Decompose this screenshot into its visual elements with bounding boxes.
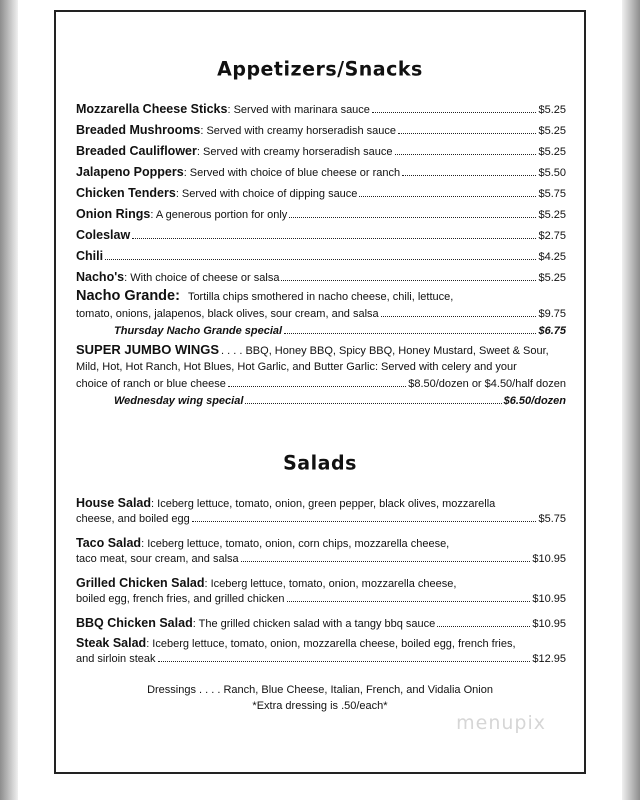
menu-item-steak-salad xyxy=(76,636,566,667)
appetizers-heading: Appetizers/Snacks xyxy=(217,57,423,81)
item-price: $8.50/dozen or $4.50/half dozen xyxy=(408,378,566,390)
item-price: $10.95 xyxy=(532,618,566,630)
menu-item-coleslaw xyxy=(76,228,566,242)
menu-item-super-jumbo-wings xyxy=(76,342,566,409)
leader-dots xyxy=(359,196,536,197)
item-desc: : Iceberg lettuce, tomato, onion, mozzarella cheese, xyxy=(204,578,457,590)
page-edge-left xyxy=(0,0,18,800)
item-desc-cont: cheese, and boiled egg xyxy=(76,513,190,525)
item-name: House Salad xyxy=(76,496,152,510)
item-desc: : A generous portion for only xyxy=(150,209,288,221)
menu-item-jalapeno-poppers xyxy=(76,165,566,179)
item-desc: : Iceberg lettuce, tomato, onion, corn chips, mozzarella cheese, xyxy=(141,538,450,550)
item-desc: : The grilled chicken salad with a tangy bbq sauce xyxy=(192,618,436,630)
item-desc: : Served with choice of blue cheese or ranch xyxy=(183,167,401,179)
special-label: Thursday Nacho Grande special xyxy=(114,325,283,337)
leader-dots xyxy=(287,601,531,602)
menu-item-chili xyxy=(76,249,566,263)
item-price: $10.95 xyxy=(532,553,566,565)
item-name: Chili xyxy=(76,249,104,263)
item-name: Onion Rings xyxy=(76,207,151,221)
menu-item-house-salad xyxy=(76,496,566,527)
item-name: Mozzarella Cheese Sticks xyxy=(76,102,228,116)
menu-item-nachos xyxy=(76,270,566,284)
menu-item-taco-salad xyxy=(76,536,566,567)
item-desc: : Served with choice of dipping sauce xyxy=(175,188,358,200)
item-name: BBQ Chicken Salad xyxy=(76,616,193,630)
item-desc: . . . . BBQ, Honey BBQ, Spicy BBQ, Honey Mustard, Sweet & Sour, xyxy=(221,345,549,357)
item-desc: : With choice of cheese or salsa xyxy=(124,272,280,284)
item-price: $5.25 xyxy=(538,272,566,284)
item-name: Steak Salad xyxy=(76,636,147,650)
item-price: $5.25 xyxy=(538,209,566,221)
leader-dots xyxy=(402,175,536,176)
item-name: Breaded Mushrooms xyxy=(76,123,201,137)
menu-item-grilled-chicken-salad xyxy=(76,576,566,607)
item-price: $9.75 xyxy=(538,308,566,320)
leader-dots xyxy=(241,561,531,562)
item-desc-cont: boiled egg, french fries, and grilled chicken xyxy=(76,593,285,605)
item-desc-cont: Mild, Hot, Hot Ranch, Hot Blues, Hot Garlic, and Butter Garlic: Served with celery and your xyxy=(76,361,517,373)
leader-dots xyxy=(281,280,536,281)
menu-item-nacho-grande xyxy=(76,288,566,339)
item-name: Chicken Tenders xyxy=(76,186,176,200)
item-desc-cont: choice of ranch or blue cheese xyxy=(76,378,226,390)
leader-dots xyxy=(289,217,536,218)
item-price: $12.95 xyxy=(532,653,566,665)
menu-item-chicken-tenders xyxy=(76,186,566,200)
leader-dots xyxy=(398,133,536,134)
item-desc-cont: tomato, onions, jalapenos, black olives, sour cream, and salsa xyxy=(76,308,379,320)
special-price: $6.75 xyxy=(538,325,566,337)
item-desc: Tortilla chips smothered in nacho cheese, chili, lettuce, xyxy=(187,291,454,303)
menu-item-onion-rings xyxy=(76,207,566,221)
item-name: Breaded Cauliflower xyxy=(76,144,197,158)
page-edge-right xyxy=(622,0,640,800)
item-desc: : Iceberg lettuce, tomato, onion, mozzarella cheese, boiled egg, french fries, xyxy=(146,638,516,650)
item-name: SUPER JUMBO WINGS xyxy=(76,342,220,357)
item-price: $10.95 xyxy=(532,593,566,605)
special-label: Wednesday wing special xyxy=(114,395,244,407)
item-price: $5.25 xyxy=(538,146,566,158)
item-desc: : Served with creamy horseradish sauce xyxy=(196,146,393,158)
item-name: Jalapeno Poppers xyxy=(76,165,184,179)
item-price: $5.75 xyxy=(538,513,566,525)
leader-dots xyxy=(228,386,406,387)
item-desc-cont: taco meat, sour cream, and salsa xyxy=(76,553,239,565)
item-price: $4.25 xyxy=(538,251,566,263)
item-name: Taco Salad xyxy=(76,536,142,550)
special-price: $6.50/dozen xyxy=(503,395,566,407)
item-desc-cont: and sirloin steak xyxy=(76,653,156,665)
menu-item-breaded-cauliflower xyxy=(76,144,566,158)
item-name: Nacho's xyxy=(76,270,125,284)
item-price: $2.75 xyxy=(538,230,566,242)
item-price: $5.25 xyxy=(538,104,566,116)
item-desc: : Served with creamy horseradish sauce xyxy=(200,125,396,137)
extra-dressing-note: *Extra dressing is .50/each* xyxy=(252,700,388,712)
item-desc: : Served with marinara sauce xyxy=(227,104,370,116)
menu-item-breaded-mushrooms xyxy=(76,123,566,137)
item-desc: : Iceberg lettuce, tomato, onion, green pepper, black olives, mozzarella xyxy=(151,498,496,510)
leader-dots xyxy=(437,626,530,627)
salads-heading: Salads xyxy=(283,451,357,475)
leader-dots xyxy=(192,521,537,522)
menu-item-mozzarella-sticks xyxy=(76,102,566,116)
leader-dots xyxy=(395,154,537,155)
item-price: $5.25 xyxy=(538,125,566,137)
item-name: Coleslaw xyxy=(76,228,131,242)
leader-dots xyxy=(245,403,501,404)
item-name: Nacho Grande: xyxy=(76,288,180,304)
item-name: Grilled Chicken Salad xyxy=(76,576,205,590)
item-price: $5.75 xyxy=(538,188,566,200)
item-price: $5.50 xyxy=(538,167,566,179)
menupix-watermark: menupix xyxy=(456,712,546,734)
leader-dots xyxy=(372,112,537,113)
leader-dots xyxy=(284,333,536,334)
menu-item-bbq-chicken-salad xyxy=(76,616,566,630)
menu-page xyxy=(54,10,586,774)
leader-dots xyxy=(158,661,531,662)
leader-dots xyxy=(132,238,536,239)
leader-dots xyxy=(381,316,537,317)
leader-dots xyxy=(105,259,536,260)
dressings-note: Dressings . . . . Ranch, Blue Cheese, Italian, French, and Vidalia Onion xyxy=(147,684,493,696)
